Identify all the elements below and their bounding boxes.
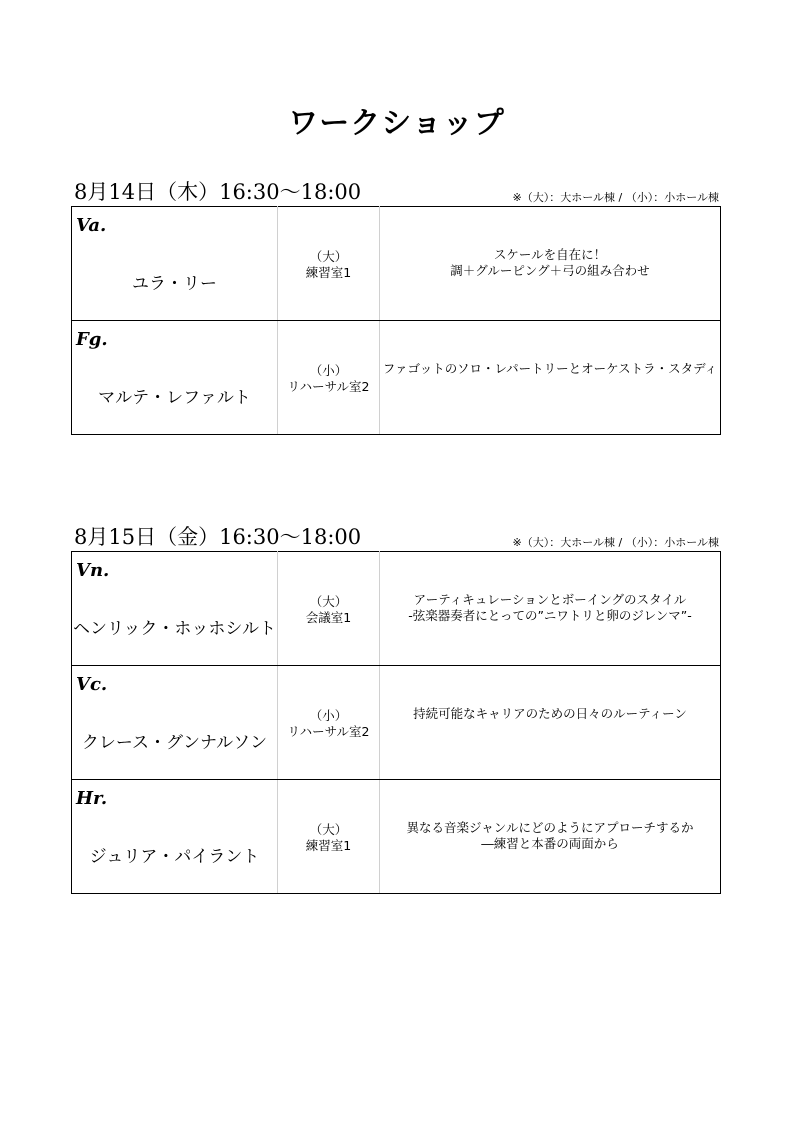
instructor-name: ユラ・リー bbox=[132, 274, 217, 294]
table-row bbox=[72, 780, 721, 894]
table-row bbox=[72, 207, 721, 321]
instructor-name: ジュリア・パイラント bbox=[89, 847, 260, 867]
day-date: 8月14日（木）16:30〜18:00 bbox=[74, 180, 362, 204]
workshop-topic bbox=[380, 247, 720, 279]
room-hall: （小） bbox=[309, 363, 348, 378]
room-hall: （大） bbox=[309, 249, 348, 264]
instrument-label: Fg. bbox=[76, 329, 108, 350]
instrument-label: Vc. bbox=[76, 674, 108, 695]
instrument-label: Hr. bbox=[76, 788, 108, 809]
table-row bbox=[72, 321, 721, 435]
room-name: 会議室1 bbox=[305, 610, 352, 625]
topic-line: ファゴットのソロ・レパートリーとオーケストラ・スタディ bbox=[382, 361, 718, 376]
topic-line: -弦楽器奏者にとっての”ニワトリと卵のジレンマ”- bbox=[408, 608, 692, 623]
day-header bbox=[71, 523, 721, 551]
room-hall: （小） bbox=[309, 708, 348, 723]
workshop-topic bbox=[380, 361, 720, 377]
room-info bbox=[278, 363, 379, 395]
workshop-topic bbox=[380, 592, 720, 624]
day-section-2 bbox=[71, 523, 721, 894]
room-name: リハーサル室2 bbox=[287, 379, 370, 394]
table-row bbox=[72, 666, 721, 780]
workshop-topic bbox=[380, 706, 720, 722]
day-section-1 bbox=[71, 178, 721, 435]
instructor-name: クレース・グンナルソン bbox=[81, 733, 268, 753]
table-row bbox=[72, 552, 721, 666]
topic-line: アーティキュレーションとボーイングのスタイル bbox=[413, 592, 687, 607]
hall-legend-note: ※（大）：大ホール棟 / （小）：小ホール棟 bbox=[512, 536, 719, 549]
workshop-table bbox=[71, 551, 721, 894]
topic-line: ―練習と本番の両面から bbox=[481, 836, 619, 851]
room-info bbox=[278, 249, 379, 281]
room-name: リハーサル室2 bbox=[287, 724, 370, 739]
instructor-name: マルテ・レファルト bbox=[98, 388, 251, 408]
room-info bbox=[278, 822, 379, 854]
workshop-topic bbox=[380, 820, 720, 852]
room-info bbox=[278, 594, 379, 626]
instrument-label: Vn. bbox=[76, 560, 110, 581]
room-hall: （大） bbox=[309, 822, 348, 837]
room-name: 練習室1 bbox=[305, 265, 352, 280]
topic-line: 持続可能なキャリアのための日々のルーティーン bbox=[413, 706, 687, 721]
room-name: 練習室1 bbox=[305, 838, 352, 853]
page-title: ワークショップ bbox=[288, 106, 505, 141]
hall-legend-note: ※（大）：大ホール棟 / （小）：小ホール棟 bbox=[512, 191, 719, 204]
room-info bbox=[278, 708, 379, 740]
topic-line: 調＋グルーピング＋弓の組み合わせ bbox=[450, 263, 650, 278]
instructor-name: ヘンリック・ホッホシルト bbox=[73, 619, 276, 639]
day-header bbox=[71, 178, 721, 206]
instrument-label: Va. bbox=[76, 215, 107, 236]
room-hall: （大） bbox=[309, 594, 348, 609]
day-date: 8月15日（金）16:30〜18:00 bbox=[74, 525, 362, 549]
workshop-table bbox=[71, 206, 721, 435]
topic-line: 異なる音楽ジャンルにどのようにアプローチするか bbox=[406, 820, 694, 835]
topic-line: スケールを自在に！ bbox=[493, 247, 607, 262]
